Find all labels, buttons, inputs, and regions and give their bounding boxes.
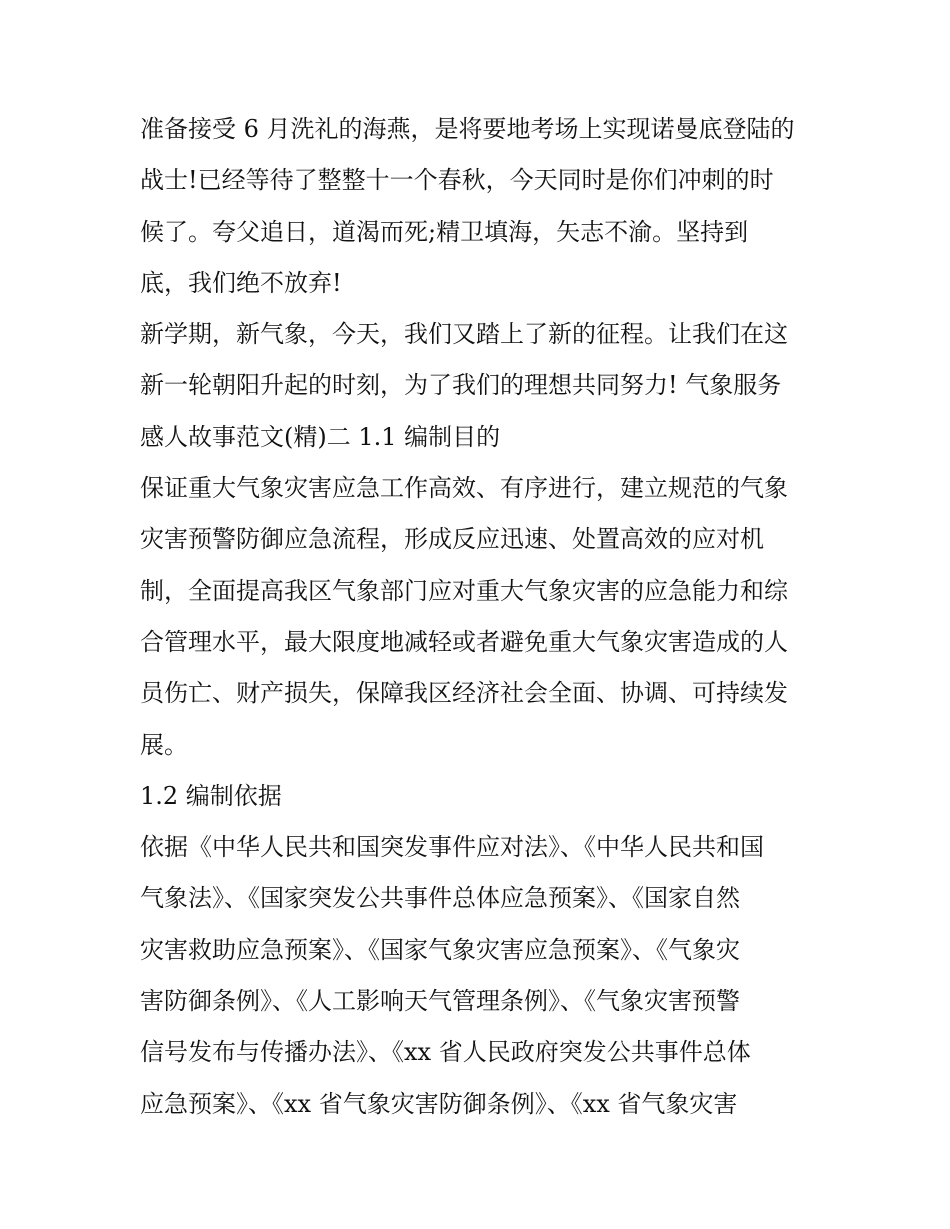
text-line: 底，我们绝不放弃!: [140, 268, 342, 297]
text-line: 新一轮朝阳升起的时刻，为了我们的理想共同努力! 气象服务: [140, 371, 782, 400]
text-line: 气象法》、《国家突发公共事件总体应急预案》、《国家自然: [140, 884, 740, 913]
text-line: 新学期，新气象，今天，我们又踏上了新的征程。让我们在这: [140, 320, 788, 349]
text-line: 依据《中华人民共和国突发事件应对法》、《中华人民共和国: [140, 833, 764, 862]
text-line: 准备接受 6 月洗礼的海燕，是将要地考场上实现诺曼底登陆的: [140, 115, 795, 143]
section-heading: 1.2 编制依据: [140, 781, 282, 810]
text-line: 展。: [140, 730, 188, 759]
text-line: 应急预案》、《xx 省气象灾害防御条例》、《xx 省气象灾害: [140, 1089, 738, 1118]
text-line: 候了。夸父追日，道渴而死;精卫填海，矢志不渝。坚持到: [140, 217, 749, 246]
text-line: 保证重大气象灾害应急工作高效、有序进行，建立规范的气象: [140, 474, 788, 503]
text-line: 制，全面提高我区气象部门应对重大气象灾害的应急能力和综: [140, 576, 788, 605]
text-line: 感人故事范文(精)二 1.1 编制目的: [140, 422, 501, 451]
text-line: 害防御条例》、《人工影响天气管理条例》、《气象灾害预警: [140, 987, 740, 1016]
text-line: 信号发布与传播办法》、《xx 省人民政府突发公共事件总体: [140, 1038, 751, 1067]
text-line: 员伤亡、财产损失，保障我区经济社会全面、协调、可持续发: [140, 679, 788, 708]
text-line: 战士!已经等待了整整十一个春秋，今天同时是你们冲刺的时: [140, 166, 774, 195]
text-line: 合管理水平，最大限度地减轻或者避免重大气象灾害造成的人: [140, 627, 788, 656]
body-text: [140, 104, 820, 1130]
text-line: 灾害救助应急预案》、《国家气象灾害应急预案》、《气象灾: [140, 935, 740, 964]
text-line: 灾害预警防御应急流程，形成反应迅速、处置高效的应对机: [140, 525, 764, 554]
